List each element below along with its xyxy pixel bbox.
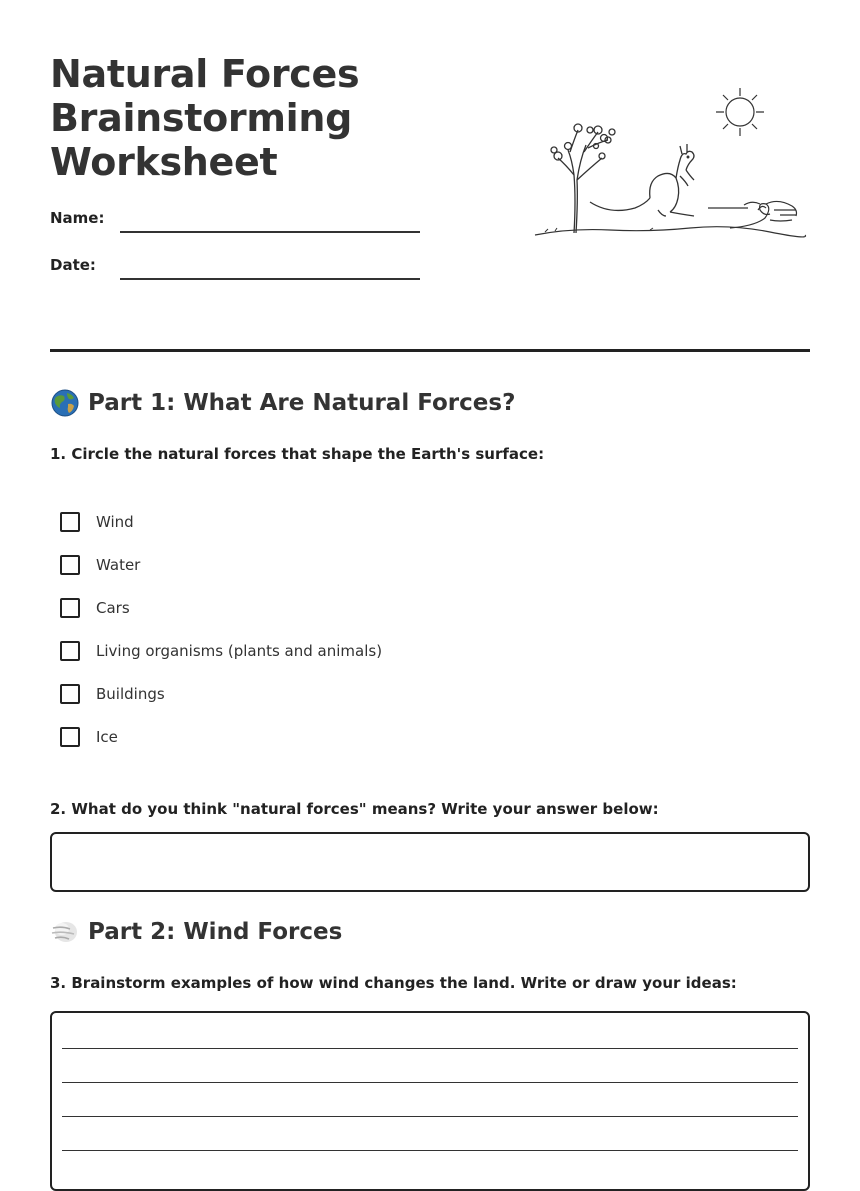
title-line-3: Worksheet [50, 140, 278, 184]
option-ice[interactable] [60, 725, 118, 749]
title-line-1: Natural Forces [50, 52, 360, 96]
answer-box-q2[interactable] [50, 832, 810, 892]
wave-icon [708, 201, 797, 228]
outback-illustration [530, 80, 810, 245]
writing-line [62, 1116, 798, 1117]
kangaroo-icon [590, 144, 694, 216]
option-label: Water [96, 556, 141, 574]
worksheet-title [50, 52, 490, 184]
option-label: Buildings [96, 685, 165, 703]
sun-icon [716, 88, 764, 136]
checkbox[interactable] [60, 641, 80, 661]
option-water[interactable] [60, 553, 140, 577]
writing-line [62, 1082, 798, 1083]
brainstorm-box-q3[interactable] [50, 1011, 810, 1191]
option-cars[interactable] [60, 596, 130, 620]
wind-icon [50, 917, 80, 947]
section-divider [50, 349, 810, 352]
date-field[interactable] [120, 278, 420, 280]
title-line-2: Brainstorming [50, 96, 353, 140]
checkbox[interactable] [60, 555, 80, 575]
date-label: Date: [50, 256, 96, 274]
checkbox[interactable] [60, 512, 80, 532]
part2-heading-text: Part 2: Wind Forces [88, 919, 343, 945]
option-label: Cars [96, 599, 130, 617]
part1-heading [50, 388, 515, 418]
option-label: Wind [96, 513, 134, 531]
option-buildings[interactable] [60, 682, 165, 706]
writing-line [62, 1048, 798, 1049]
option-label: Living organisms (plants and animals) [96, 642, 383, 660]
option-wind[interactable] [60, 510, 134, 534]
checkbox[interactable] [60, 727, 80, 747]
question-3: 3. Brainstorm examples of how wind changes the land. Write or draw your ideas: [50, 974, 737, 992]
name-field[interactable] [120, 231, 420, 233]
question-2: 2. What do you think "natural forces" means? Write your answer below: [50, 800, 659, 818]
globe-icon [50, 388, 80, 418]
option-living-organisms[interactable] [60, 639, 382, 663]
option-label: Ice [96, 728, 118, 746]
checkbox[interactable] [60, 598, 80, 618]
name-label: Name: [50, 209, 105, 227]
checkbox[interactable] [60, 684, 80, 704]
writing-line [62, 1150, 798, 1151]
tree-icon [551, 124, 615, 233]
question-1: 1. Circle the natural forces that shape the Earth's surface: [50, 445, 545, 463]
part2-heading [50, 917, 342, 947]
part1-heading-text: Part 1: What Are Natural Forces? [88, 390, 516, 416]
